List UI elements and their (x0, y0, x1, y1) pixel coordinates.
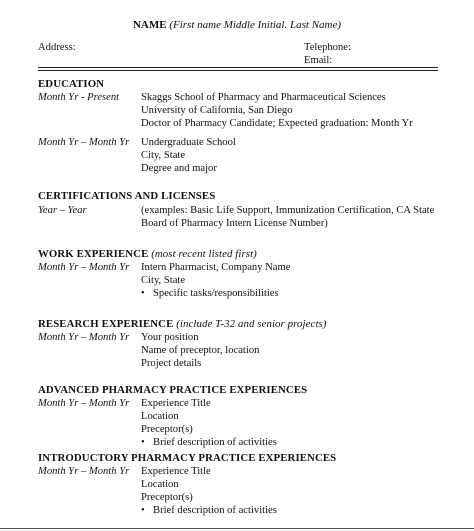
advanced-date: Month Yr – Month Yr (38, 398, 130, 409)
work-heading-title: WORK EXPERIENCE (38, 248, 149, 260)
education-date-2: Month Yr – Month Yr (38, 137, 130, 148)
work-bullet-text: Specific tasks/responsibilities (153, 288, 279, 299)
education-1-line-2: University of California, San Diego (141, 105, 293, 116)
name-hint: (First name Middle Initial. Last Name) (169, 19, 342, 31)
work-line-2: City, State (141, 275, 186, 286)
advanced-bullet-item (141, 436, 277, 449)
introductory-line-2: Location (141, 479, 179, 490)
name-label: NAME (132, 19, 167, 31)
advanced-bullet-text: Brief description of activities (153, 437, 277, 448)
bullet-icon: • (141, 437, 145, 448)
research-heading-title: RESEARCH EXPERIENCE (38, 318, 174, 330)
work-heading-note: (most recent listed first) (151, 248, 257, 260)
research-line-1: Your position (141, 332, 199, 343)
research-line-2: Name of preceptor, location (141, 345, 260, 356)
work-bullet-item (141, 287, 279, 300)
education-2-line-1: Undergraduate School (141, 137, 236, 148)
education-heading: EDUCATION (38, 78, 105, 90)
education-1-line-3: Doctor of Pharmacy Candidate; Expected graduation: Month Yr (141, 118, 413, 129)
advanced-heading: ADVANCED PHARMACY PRACTICE EXPERIENCES (38, 384, 308, 396)
certifications-heading: CERTIFICATIONS AND LICENSES (38, 190, 216, 202)
research-heading (38, 318, 327, 331)
work-heading (38, 248, 257, 261)
introductory-line-3: Preceptor(s) (141, 492, 193, 503)
education-2-line-3: Degree and major (141, 163, 217, 174)
page-bottom-divider (0, 528, 474, 529)
advanced-line-1: Experience Title (141, 398, 211, 409)
education-1-line-1: Skaggs School of Pharmacy and Pharmaceutical Sciences (141, 92, 386, 103)
work-date: Month Yr – Month Yr (38, 262, 130, 273)
address-label: Address: (38, 42, 76, 53)
education-date-1: Month Yr - Present (38, 92, 120, 103)
certifications-date: Year – Year (38, 205, 87, 216)
header-divider-top (38, 67, 438, 68)
work-line-1: Intern Pharmacist, Company Name (141, 262, 291, 273)
education-2-line-2: City, State (141, 150, 186, 161)
advanced-line-2: Location (141, 411, 179, 422)
bullet-icon: • (141, 505, 145, 516)
advanced-line-3: Preceptor(s) (141, 424, 193, 435)
introductory-date: Month Yr – Month Yr (38, 466, 130, 477)
research-heading-note: (include T-32 and senior projects) (176, 318, 327, 330)
introductory-bullet-item (141, 504, 277, 517)
introductory-bullet-text: Brief description of activities (153, 505, 277, 516)
bullet-icon: • (141, 288, 145, 299)
telephone-label: Telephone: (304, 42, 351, 53)
research-line-3: Project details (141, 358, 202, 369)
certifications-line-1: (examples: Basic Life Support, Immunization Certification, CA State (141, 205, 435, 216)
research-date: Month Yr – Month Yr (38, 332, 130, 343)
header-divider-bottom (38, 70, 438, 71)
page-title (0, 19, 474, 32)
email-label: Email: (304, 55, 333, 66)
certifications-line-2: Board of Pharmacy Intern License Number) (141, 218, 328, 229)
introductory-line-1: Experience Title (141, 466, 211, 477)
introductory-heading: INTRODUCTORY PHARMACY PRACTICE EXPERIENCES (38, 452, 337, 464)
